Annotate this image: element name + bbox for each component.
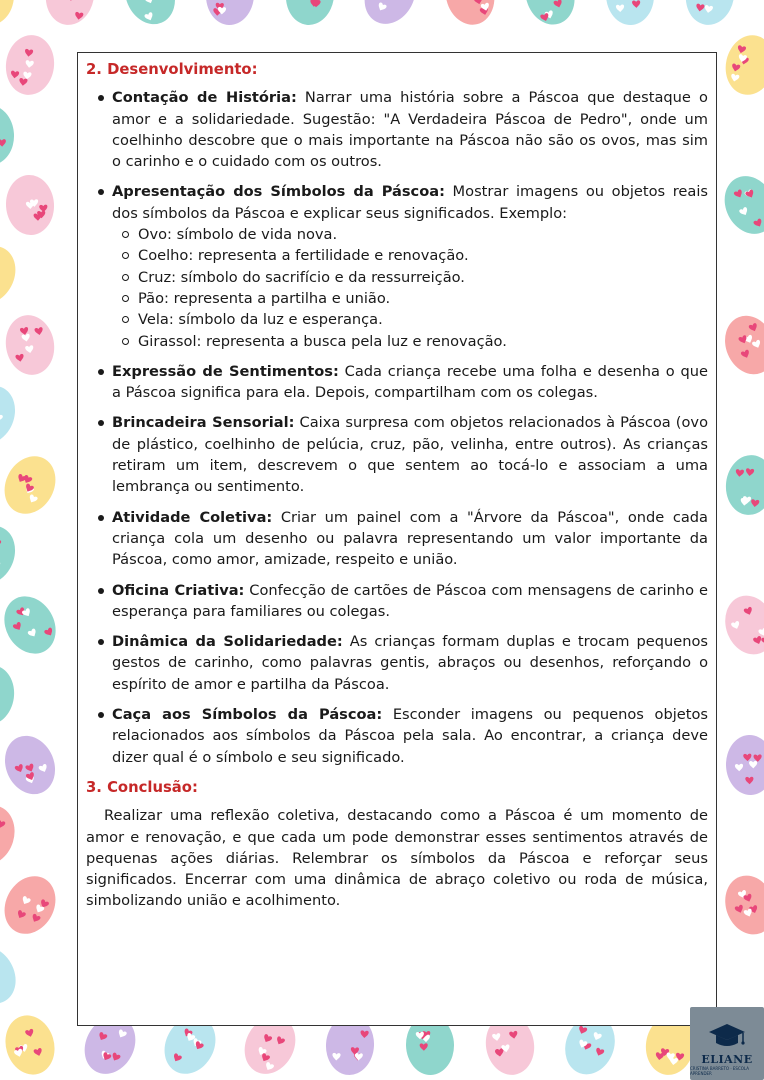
activity-item — [86, 631, 708, 695]
easter-egg-icon — [760, 800, 764, 870]
easter-egg-icon — [1, 311, 59, 379]
easter-egg-icon — [757, 938, 764, 1012]
activity-title: Contação de História: — [112, 89, 297, 107]
easter-egg-icon — [0, 104, 16, 167]
conclusion-text: Realizar uma reflexão coletiva, destacando como a Páscoa é um momento de amor e renovação, e que cada um pode demonstrar esses sentimentos através de pequenas ações diárias. Relembrar os símbolos da Páscoa e reforçar seus significados. Encerrar com uma dinâmica de abraço coletivo ou roda de música, simbolizando união e acolhimento. — [86, 807, 708, 910]
symbol-item: Cruz: símbolo do sacrifício e da ressurreição. — [112, 267, 708, 288]
activity-title: Apresentação dos Símbolos da Páscoa: — [112, 183, 445, 201]
activity-item — [86, 507, 708, 571]
activity-text: Cada criança recebe uma folha e desenha o que a Páscoa significa para ela. Depois, compartilham com os colegas. — [112, 362, 708, 402]
easter-egg-icon — [0, 378, 24, 452]
easter-egg-icon — [0, 662, 18, 728]
easter-egg-icon — [116, 0, 184, 32]
easter-egg-icon — [605, 0, 656, 26]
activity-text: Criar um painel com a "Árvore da Páscoa", onde cada criança cola um desenho ou palavra representando um valor importante da Páscoa, como amor, amizade, respeito e união. — [112, 508, 708, 569]
author-logo — [690, 1007, 764, 1080]
easter-egg-icon — [41, 0, 98, 29]
easter-egg-icon — [0, 237, 25, 312]
activity-item — [86, 87, 708, 172]
easter-egg-icon — [440, 0, 501, 30]
activity-text: Esconder imagens ou pequenos objetos relacionados aos símbolos da Páscoa pela sala. Ao encontrar, a criança deve dizer qual é o símbolo e seu significado. — [112, 706, 708, 766]
symbol-item: Girassol: representa a busca pela luz e renovação. — [112, 331, 708, 352]
activity-title: Dinâmica da Solidariedade: — [112, 633, 343, 651]
graduation-cap-icon — [707, 1020, 747, 1054]
conclusion-heading: 3. Conclusão: — [86, 778, 198, 796]
easter-egg-icon — [757, 239, 764, 312]
easter-egg-icon — [0, 587, 66, 663]
activity-title: Atividade Coletiva: — [112, 508, 273, 526]
activity-text: As crianças formam duplas e trocam pequenos gestos de carinho, como palavras gentis, abraços ou desenhos, reforçando o espírito de amor e partilha da Páscoa. — [112, 633, 708, 693]
activity-text: Narrar uma história sobre a Páscoa que destaque o amor e a solidariedade. Sugestão: "A Verdadeira Páscoa de Pedro", onde um coelhinho descobre que o mais importante na Páscoa não são os ovos, mas sim o carinho e o cuidado com os outros. — [112, 89, 708, 171]
easter-egg-icon — [283, 0, 337, 27]
easter-egg-icon — [0, 937, 26, 1013]
activity-title: Oficina Criativa: — [112, 581, 245, 599]
activity-item — [86, 704, 708, 768]
easter-egg-icon — [725, 734, 764, 796]
easter-egg-icon — [518, 0, 582, 31]
easter-egg-icon — [2, 32, 57, 98]
activity-list — [86, 87, 708, 768]
easter-egg-icon — [755, 657, 764, 732]
easter-egg-icon — [4, 174, 56, 237]
symbol-item: Vela: símbolo da luz e esperança. — [112, 309, 708, 330]
easter-egg-icon — [0, 0, 14, 25]
easter-egg-icon — [355, 0, 425, 33]
easter-egg-icon — [0, 867, 65, 943]
activity-item — [86, 361, 708, 404]
easter-egg-icon — [720, 30, 764, 99]
easter-egg-icon — [0, 799, 22, 870]
development-heading: 2. Desenvolvimento: — [86, 61, 258, 78]
logo-subtitle: CRISTINA BARRETO · ESCOLA APRENDER — [690, 1066, 749, 1076]
activity-item — [86, 181, 708, 351]
symbol-item: Coelho: representa a fertilidade e renovação. — [112, 245, 708, 266]
easter-egg-icon — [0, 728, 64, 802]
easter-egg-icon — [716, 308, 764, 382]
symbol-item: Pão: representa a partilha e união. — [112, 288, 708, 309]
activity-text: Mostrar imagens ou objetos reais dos símbolos da Páscoa e explicar seus significados. Exemplo: — [112, 183, 708, 222]
activity-title: Caça aos Símbolos da Páscoa: — [112, 706, 383, 724]
symbol-list — [112, 224, 708, 352]
easter-egg-icon — [205, 0, 256, 26]
easter-egg-icon — [681, 0, 738, 29]
easter-egg-icon — [717, 869, 764, 942]
activity-title: Brincadeira Sensorial: — [112, 414, 295, 432]
content-page — [77, 52, 717, 1026]
logo-name: ELIANE — [701, 1053, 753, 1066]
easter-egg-icon — [760, 380, 764, 449]
easter-egg-icon — [0, 518, 24, 592]
activity-text: Caixa surpresa com objetos relacionados à Páscoa (ovo de plástico, coelhinho de pelúcia, cruz, pão, velinha, entre outros). As crianças retiram um item, descrevem o que sentem ao tocá-lo e associam a uma lembrança ou sentimento. — [112, 414, 708, 496]
easter-egg-icon — [0, 447, 65, 522]
symbol-item: Ovo: símbolo de vida nova. — [112, 224, 708, 245]
easter-egg-icon — [715, 167, 764, 242]
easter-egg-icon — [723, 452, 764, 517]
easter-egg-icon — [717, 589, 764, 662]
activity-item — [86, 412, 708, 497]
easter-egg-icon — [0, 1009, 61, 1080]
activity-text: Confecção de cartões de Páscoa com mensagens de carinho e esperança para familiares ou colegas. — [112, 581, 708, 620]
activity-title: Expressão de Sentimentos: — [112, 362, 339, 380]
activity-item — [86, 580, 708, 623]
